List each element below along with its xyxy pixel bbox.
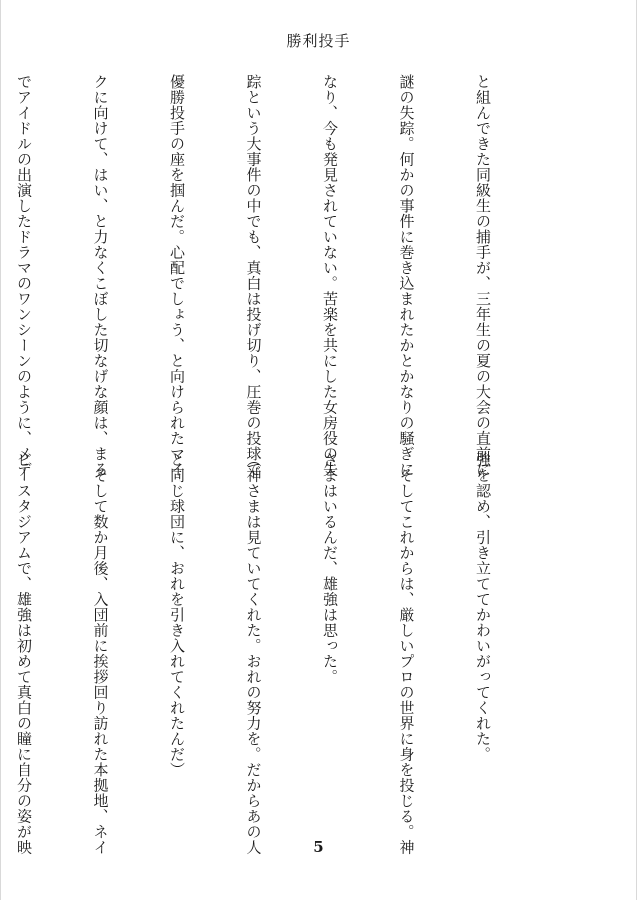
text-line: でアイドルの出演したドラマのワンシーンのように、メデ — [15, 74, 33, 477]
text-line: 強を認め、引き立ててかわいがってくれた。 — [474, 452, 492, 762]
text-line: ビースタジアムで、雄強は初めて真白の瞳に自分の姿が映 — [15, 452, 33, 855]
upper-text-block — [0, 74, 546, 477]
page-title: 勝利投手 — [286, 32, 351, 50]
text-line: なり、今も発見されていない。苦楽を共にした女房役の失 — [321, 74, 339, 477]
text-line: 謎の失踪。何かの事件に巻き込まれたかとかなりの騒ぎに — [397, 74, 416, 477]
page-number: 5 — [313, 838, 324, 856]
text-line: 踪という大事件の中でも、真白は投げ切り、圧巻の投球で — [244, 74, 263, 477]
lower-text-block — [0, 452, 546, 855]
text-line: そして数か月後、入団前に挨拶回り訪れた本拠地、ネイ — [91, 452, 110, 855]
text-line: （神さまは見ていてくれた。おれの努力を。だからあの人 — [244, 452, 263, 855]
text-line: と同じ球団に、おれを引き入れてくれたんだ） — [168, 452, 186, 778]
text-line: そしてこれからは、厳しいプロの世界に身を投じる。神 — [397, 452, 416, 855]
text-line: 優勝投手の座を掴んだ。心配でしょう、と向けられたマイ — [168, 74, 186, 477]
text-line: と組んできた同級生の捕手が、三年生の夏の大会の直前に — [474, 74, 492, 477]
text-line: さまはいるんだ、雄強は思った。 — [321, 452, 339, 685]
text-line: クに向けて、はい、と力なくこぼした切なげな顔は、まる — [91, 74, 110, 477]
